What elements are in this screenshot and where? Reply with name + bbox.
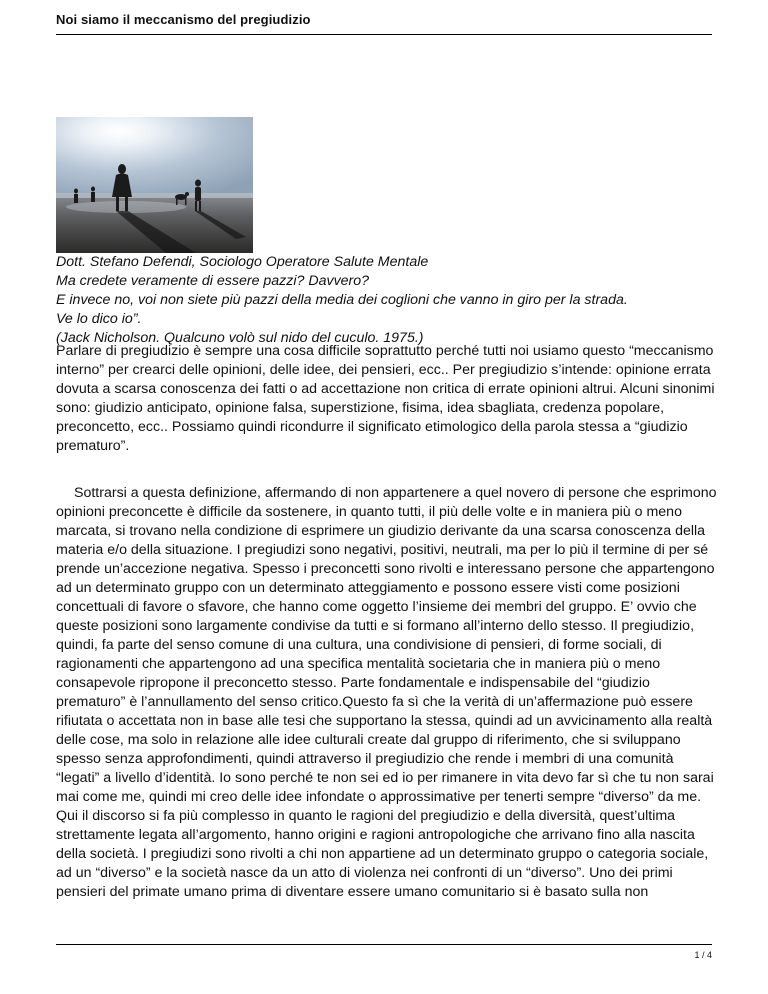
- body-paragraph-1: Parlare di pregiudizio è sempre una cosa difficile soprattutto perché tutti noi usiamo questo “meccanismo interno” per crearci delle opinioni, delle idee, dei pensieri, ecc.. Per pregiudizio s’intende: opinione errata dovuta a scarsa conoscenza dei fatti o ad accettazione non critica di errate opinioni altrui. Alcuni sinonimi sono: giudizio anticipato, opinione falsa, superstizione, fisima, idea sbagliata, credenza popolare, preconcetto, ecc.. Possiamo quindi ricondurre il significato etimologico della parola stessa a “giudizio prematuro”.: [56, 343, 715, 454]
- page-number: 1 / 4: [694, 950, 712, 960]
- quote-line: Ma credete veramente di essere pazzi? Davvero?: [56, 273, 370, 289]
- header-divider: [56, 34, 712, 35]
- page-header-title: Noi siamo il meccanismo del pregiudizio: [56, 12, 311, 27]
- epigraph-quote: [56, 253, 716, 348]
- quote-line: (Jack Nicholson. Qualcuno volò sul nido del cuculo. 1975.): [56, 330, 424, 346]
- quote-line: E invece no, voi non siete più pazzi della media dei coglioni che vanno in giro per la strada.: [56, 292, 628, 308]
- beach-people-photo: [56, 117, 253, 253]
- quote-line: Ve lo dico io”.: [56, 311, 142, 327]
- quote-line: Dott. Stefano Defendi, Sociologo Operatore Salute Mentale: [56, 254, 429, 270]
- footer-divider: [56, 944, 712, 945]
- body-paragraph-2: Sottrarsi a questa definizione, affermando di non appartenere a quel novero di persone che esprimono opinioni preconcette è difficile da sostenere, in quanto tutti, il più delle volte e in maniera più o meno marcata, si trovano nella condizione di esprimere un giudizio derivante da una scarsa conoscenza della materia e/o della situazione. I pregiudizi sono negativi, positivi, neutrali, ma per lo più il termine di per sé prende un’accezione negativa. Spesso i preconcetti sono rivolti e interessano persone che appartengono ad un determinato gruppo con un determinato atteggiamento e possono essere visti come posizioni concettuali di favore o sfavore, che hanno come oggetto l’insieme dei membri del gruppo. E’ ovvio che queste posizioni sono largamente condivise da tutti e si formano all’interno dello stesso. Il pregiudizio, quindi, fa parte del senso comune di una cultura, una condivisione di pensieri, di forme sociali, di ragionamenti che appartengono ad una specifica mentalità societaria che in maniera più o meno consapevole ripropone il preconcetto stesso. Parte fondamentale e indispensabile del “giudizio prematuro” è l’annullamento del senso critico.Questo fa sì che la verità di un’affermazione può essere rifiutata o accettata non in base alle tesi che supportano la stessa, quindi ad un avvicinamento alla realtà delle cose, ma solo in relazione alle idee culturali create dal gruppo di riferimento, che si sviluppano spesso senza approfondimenti, quindi attraverso il pregiudizio che rende i membri di una comunità “legati” a livello d’identità. Io sono perché te non sei ed io per rimanere in vita devo far sì che tu non sarai mai come me, quindi mi creo delle idee infondate o approssimative per tenerti sempre “diverso” da me. Qui il discorso si fa più complesso in quanto le ragioni del pregiudizio e della diversità, quest’ultima strettamente legata all’argomento, hanno origini e ragioni antropologiche che arrivano fino alla nascita della società. I pregiudizi sono rivolti a chi non appartiene ad un determinato gruppo o categoria sociale, ad un “diverso” e la società nasce da un atto di violenza nei confronti di un “diverso”. Uno dei primi pensieri del primate umano prima di diventare essere umano comunitario si è basato sulla non: [56, 485, 717, 900]
